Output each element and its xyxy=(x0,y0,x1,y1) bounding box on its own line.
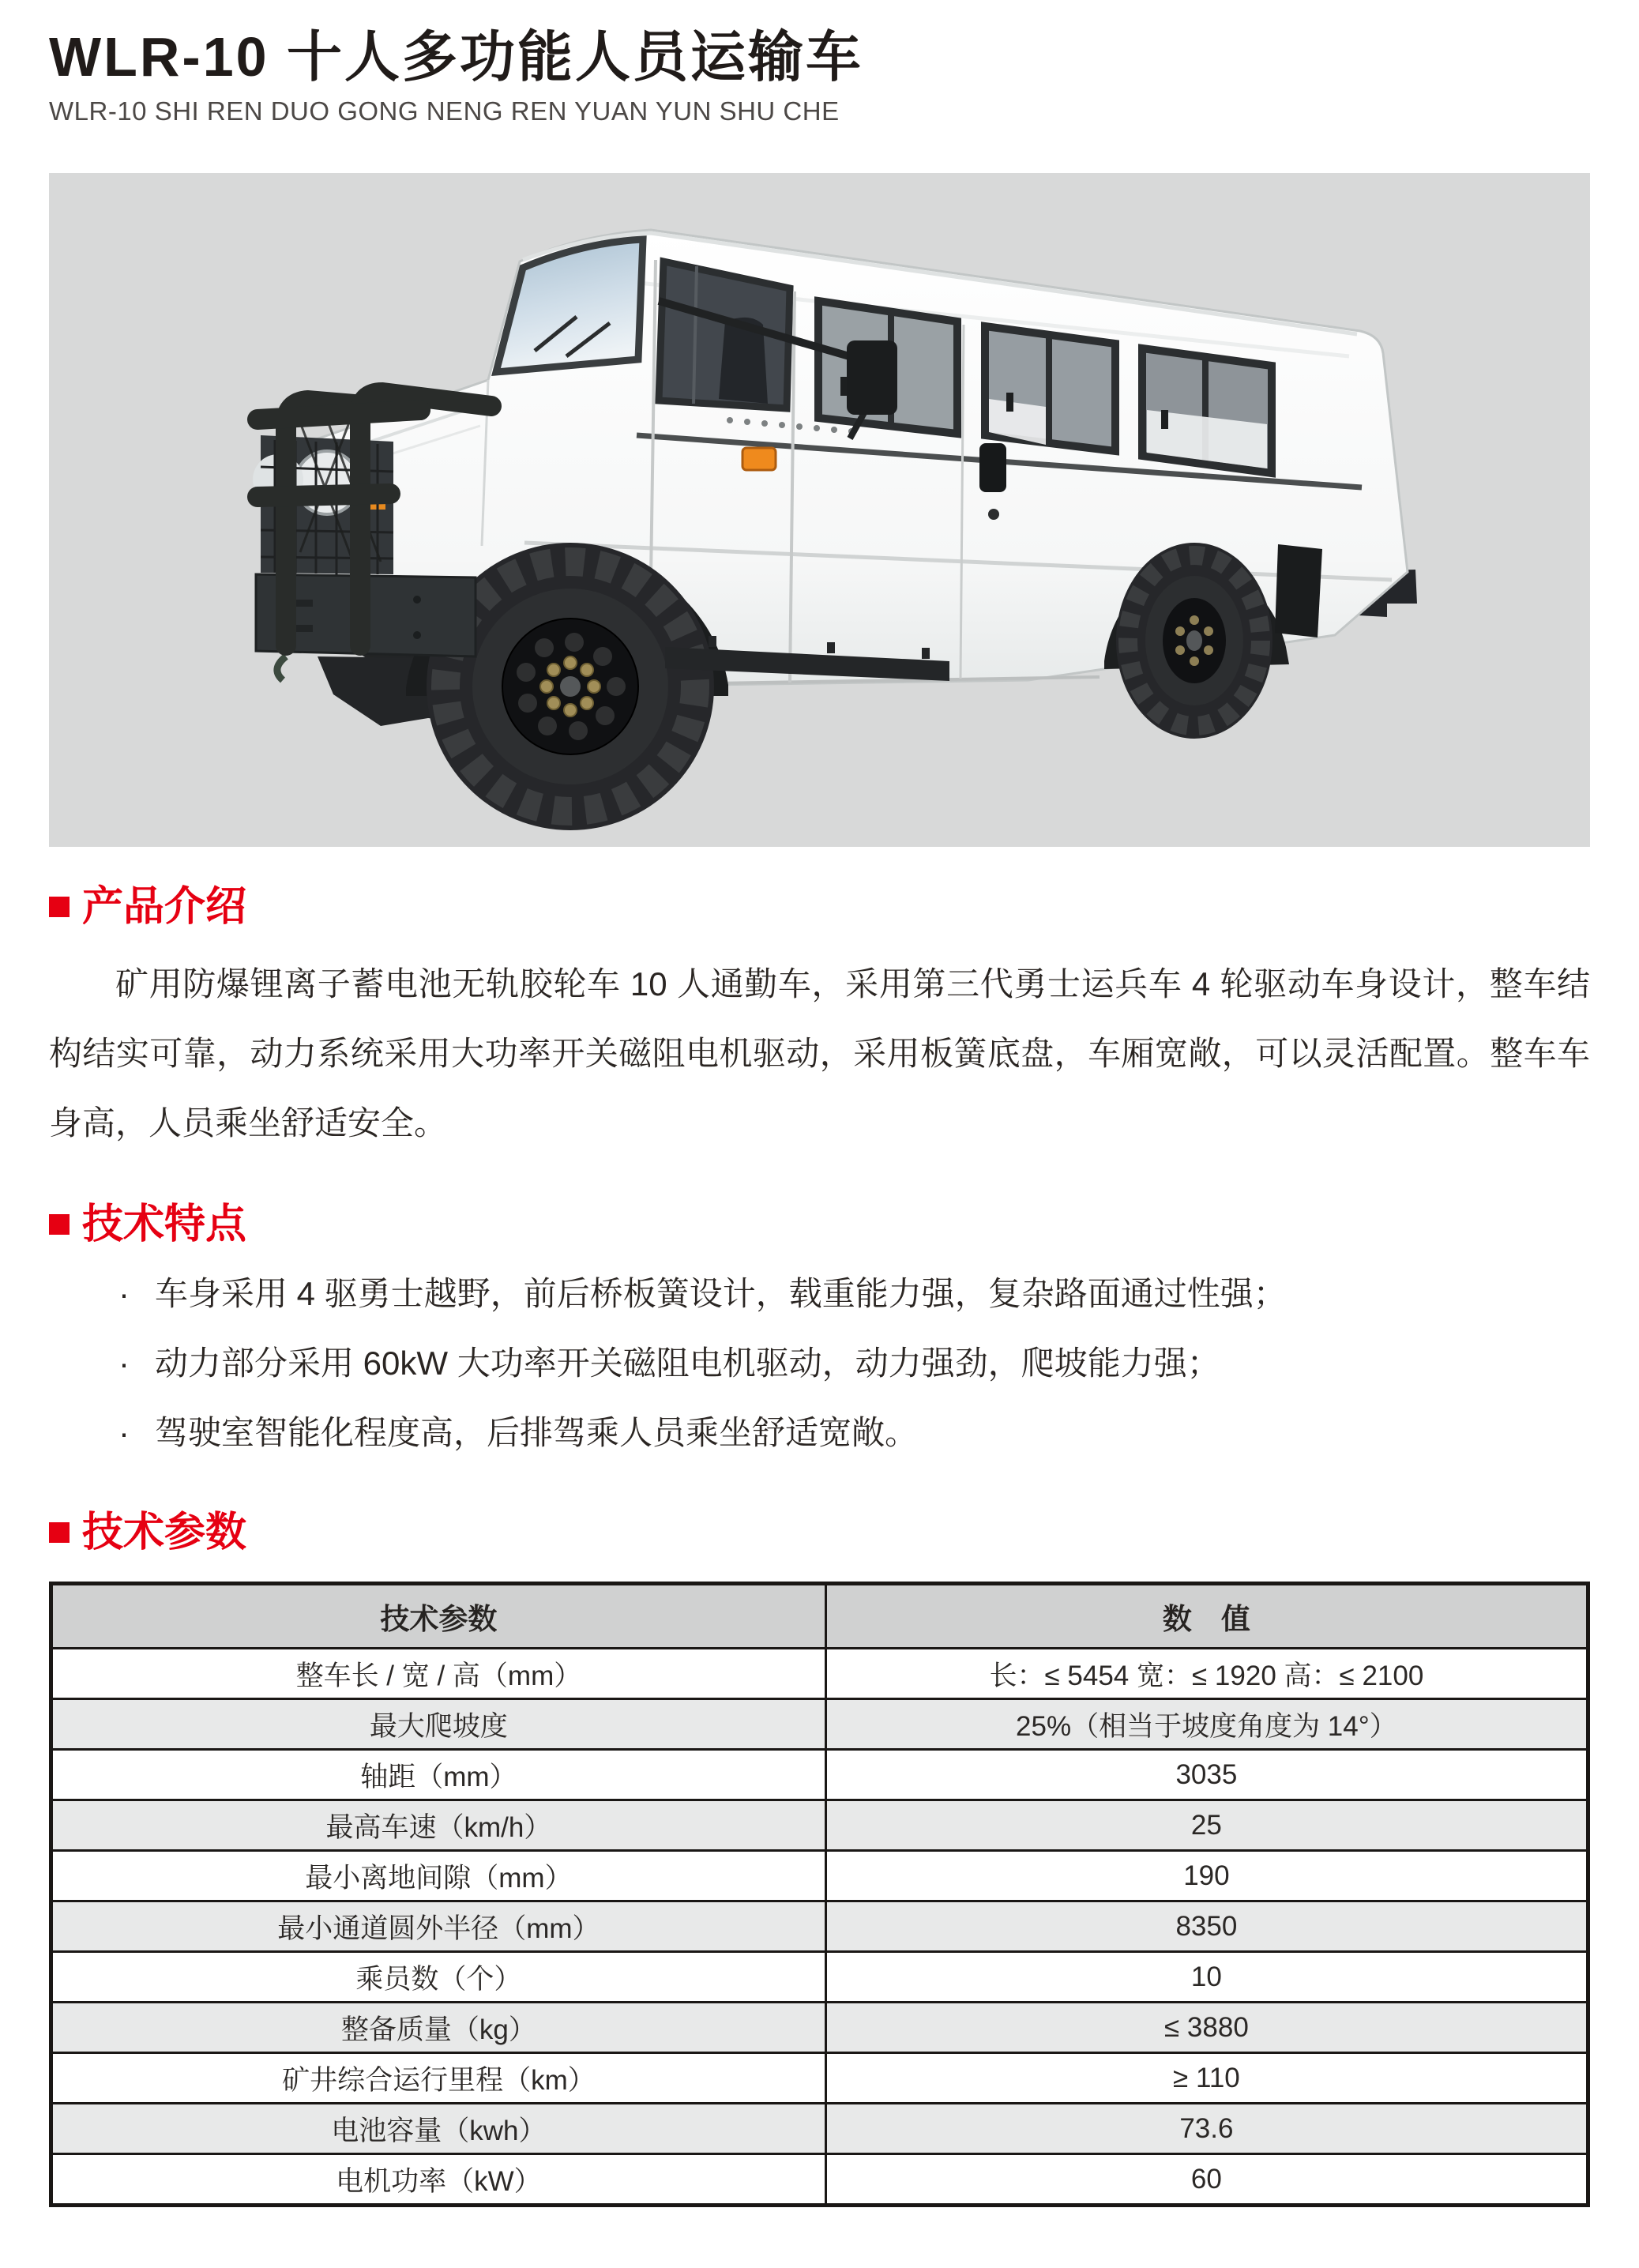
page-title: WLR-10 十人多功能人员运输车 xyxy=(49,26,863,88)
spec-value-cell: 190 xyxy=(825,1851,1588,1901)
table-row xyxy=(51,2104,1588,2154)
vehicle-image xyxy=(49,173,1590,847)
red-square-icon xyxy=(49,897,70,917)
spec-param-cell: 电池容量（kwh） xyxy=(51,2104,826,2154)
table-row xyxy=(51,1649,1588,1699)
spec-value-cell: 60 xyxy=(825,2154,1588,2206)
spec-param-cell: 矿井综合运行里程（km） xyxy=(51,2053,826,2104)
intro-paragraph: 矿用防爆锂离子蓄电池无轨胶轮车 10 人通勤车，采用第三代勇士运兵车 4 轮驱动车身设计，整车结构结实可靠，动力系统采用大功率开关磁阻电机驱动，采用板簧底盘，车厢宽敞，可以灵活配置。整车车身高，人员乘坐舒适安全。 xyxy=(49,965,1590,1142)
spec-param-cell: 最小通道圆外半径（mm） xyxy=(51,1901,826,1952)
section-heading-label: 产品介绍 xyxy=(82,884,247,930)
spec-table xyxy=(49,1582,1590,2207)
feature-text: 动力部分采用 60kW 大功率开关磁阻电机驱动，动力强劲，爬坡能力强； xyxy=(155,1345,1220,1382)
page-header xyxy=(49,0,1590,127)
feature-bullet: · xyxy=(118,1275,130,1312)
table-row xyxy=(51,1901,1588,1952)
table-row xyxy=(51,1750,1588,1800)
feature-item xyxy=(118,1259,1590,1329)
section-product-intro xyxy=(49,886,1590,1158)
table-row xyxy=(51,1952,1588,2003)
red-square-icon xyxy=(49,1522,70,1543)
table-row xyxy=(51,1851,1588,1901)
spec-value-cell: 25 xyxy=(825,1800,1588,1851)
feature-list xyxy=(49,1259,1590,1468)
page-subtitle: WLR-10 SHI REN DUO GONG NENG REN YUAN YUN SHU CHE xyxy=(49,96,840,126)
table-row xyxy=(51,1800,1588,1851)
spec-param-cell: 轴距（mm） xyxy=(51,1750,826,1800)
spec-param-cell: 整备质量（kg） xyxy=(51,2003,826,2053)
spec-col-header-value: 数 值 xyxy=(825,1584,1588,1649)
table-row xyxy=(51,2003,1588,2053)
section-heading xyxy=(49,1512,1590,1553)
section-features xyxy=(49,1204,1590,1468)
feature-bullet: · xyxy=(118,1414,130,1451)
feature-text: 车身采用 4 驱勇士越野，前后桥板簧设计，载重能力强，复杂路面通过性强； xyxy=(155,1275,1287,1312)
feature-item xyxy=(118,1329,1590,1398)
product-photo xyxy=(49,173,1590,847)
spec-col-header-parameter: 技术参数 xyxy=(51,1584,826,1649)
spec-table-body xyxy=(51,1649,1588,2206)
red-square-icon xyxy=(49,1214,70,1235)
spec-value-cell: ≤ 3880 xyxy=(825,2003,1588,2053)
table-row xyxy=(51,2053,1588,2104)
spec-param-cell: 整车长 / 宽 / 高（mm） xyxy=(51,1649,826,1699)
spec-value-cell: ≥ 110 xyxy=(825,2053,1588,2104)
spec-value-cell: 3035 xyxy=(825,1750,1588,1800)
spec-param-cell: 最大爬坡度 xyxy=(51,1699,826,1750)
section-specs xyxy=(49,1512,1590,2207)
feature-text: 驾驶室智能化程度高，后排驾乘人员乘坐舒适宽敞。 xyxy=(155,1414,919,1451)
table-row xyxy=(51,2154,1588,2206)
spec-param-cell: 乘员数（个） xyxy=(51,1952,826,2003)
section-heading-label: 技术特点 xyxy=(82,1202,247,1247)
feature-bullet: · xyxy=(118,1345,130,1382)
spec-param-cell: 最高车速（km/h） xyxy=(51,1800,826,1851)
spec-value-cell: 73.6 xyxy=(825,2104,1588,2154)
spec-value-cell: 长：≤ 5454 宽：≤ 1920 高：≤ 2100 xyxy=(825,1649,1588,1699)
table-row xyxy=(51,1699,1588,1750)
spec-param-cell: 电机功率（kW） xyxy=(51,2154,826,2206)
spec-param-cell: 最小离地间隙（mm） xyxy=(51,1851,826,1901)
spec-value-cell: 10 xyxy=(825,1952,1588,2003)
feature-item xyxy=(118,1398,1590,1468)
spec-value-cell: 8350 xyxy=(825,1901,1588,1952)
section-heading-label: 技术参数 xyxy=(82,1510,247,1555)
spec-table-header-row xyxy=(51,1584,1588,1649)
section-heading xyxy=(49,1204,1590,1245)
section-heading xyxy=(49,884,1590,930)
spec-value-cell: 25%（相当于坡度角度为 14°） xyxy=(825,1699,1588,1750)
